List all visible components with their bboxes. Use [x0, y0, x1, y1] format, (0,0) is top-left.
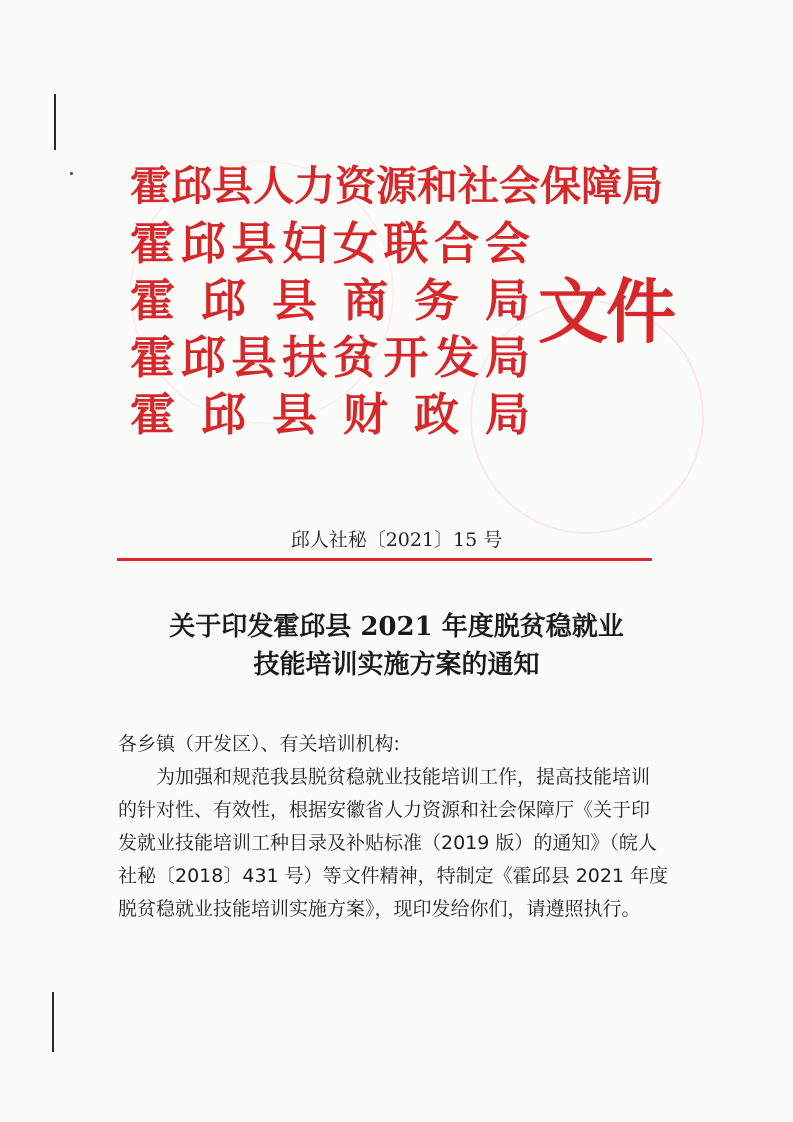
- red-separator-line: [117, 558, 652, 561]
- issuer-char: 邱: [180, 331, 226, 384]
- body-line-4: 社秘〔2018〕431 号）等文件精神，特制定《霍邱县 2021 年度: [118, 865, 669, 887]
- issuer-char: 扶: [282, 331, 328, 384]
- document-type-label: 文件: [538, 270, 674, 353]
- issuer-char: 局: [484, 331, 530, 384]
- issuer-char: 局: [622, 162, 663, 210]
- issuer-line-3: [130, 272, 530, 329]
- issuer-char: 商: [342, 274, 388, 327]
- title-line-2: 技能培训实施方案的通知: [253, 650, 540, 680]
- issuer-char: 县: [231, 217, 277, 270]
- scan-edge-mark-top: [54, 94, 56, 150]
- issuer-char: 邱: [180, 217, 226, 270]
- scan-dot-mark: [70, 172, 73, 175]
- body-line-3: 发就业技能培训工种目录及补贴标准（2019 版）的通知》（皖人: [118, 832, 657, 854]
- issuer-char: 邱: [200, 274, 246, 327]
- issuer-char: 资: [335, 162, 376, 210]
- document-number: 邱人社秘〔2021〕15 号: [290, 529, 503, 551]
- issuer-char: 霍: [130, 388, 176, 441]
- issuer-char: 合: [434, 217, 480, 270]
- issuer-char: 贫: [332, 331, 378, 384]
- issuer-line-5: [130, 386, 530, 443]
- issuer-line-2: [130, 215, 530, 272]
- salutation: 各乡镇（开发区）、有关培训机构:: [118, 733, 400, 755]
- scan-edge-mark-bottom: [52, 992, 54, 1052]
- issuer-char: 会: [484, 217, 530, 270]
- issuer-char: 财: [342, 388, 388, 441]
- issuer-char: 力: [294, 162, 335, 210]
- issuer-char: 务: [413, 274, 459, 327]
- issuer-char: 霍: [130, 274, 176, 327]
- issuer-char: 和: [417, 162, 458, 210]
- issuer-char: 社: [458, 162, 499, 210]
- issuer-char: 保: [540, 162, 581, 210]
- issuer-line-1: [130, 158, 663, 215]
- issuer-char: 霍: [130, 331, 176, 384]
- issuer-char: 人: [253, 162, 294, 210]
- issuer-char: 政: [413, 388, 459, 441]
- issuer-char: 妇: [282, 217, 328, 270]
- issuer-char: 霍: [130, 162, 171, 210]
- issuer-line-4: [130, 329, 530, 386]
- issuer-char: 县: [212, 162, 253, 210]
- issuer-char: 局: [484, 274, 530, 327]
- issuer-char: 霍: [130, 217, 176, 270]
- issuer-char: 联: [383, 217, 429, 270]
- issuer-char: 县: [271, 274, 317, 327]
- issuer-char: 局: [484, 388, 530, 441]
- issuer-char: 邱: [171, 162, 212, 210]
- issuer-char: 开: [383, 331, 429, 384]
- issuer-char: 发: [434, 331, 480, 384]
- issuer-char: 会: [499, 162, 540, 210]
- title-line-1: 关于印发霍邱县 2021 年度脱贫稳就业: [169, 612, 624, 642]
- notice-body: [118, 728, 669, 926]
- issuer-char: 女: [332, 217, 378, 270]
- body-line-5: 脱贫稳就业技能培训实施方案》，现印发给你们，请遵照执行。: [118, 898, 641, 920]
- issuer-char: 县: [271, 388, 317, 441]
- issuer-char: 障: [581, 162, 622, 210]
- body-line-2: 的针对性、有效性，根据安徽省人力资源和社会保障厅《关于印: [118, 799, 651, 821]
- body-line-1: 为加强和规范我县脱贫稳就业技能培训工作，提高技能培训: [156, 766, 651, 788]
- issuer-char: 源: [376, 162, 417, 210]
- issuer-char: 县: [231, 331, 277, 384]
- issuer-char: 邱: [200, 388, 246, 441]
- notice-title: [0, 608, 793, 684]
